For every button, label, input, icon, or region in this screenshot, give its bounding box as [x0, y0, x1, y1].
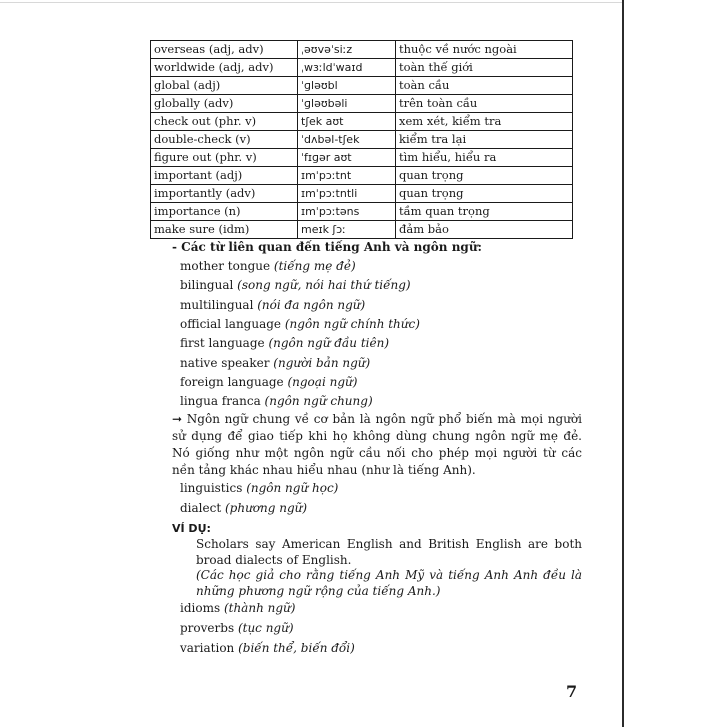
- vocab-ipa: ˈɡləʊbl: [298, 77, 396, 95]
- example-label: VÍ DỤ:: [172, 522, 211, 535]
- term-gloss: (nói đa ngôn ngữ): [257, 297, 366, 312]
- vocab-ipa: ˈɡləʊbəli: [298, 95, 396, 113]
- table-row: [151, 77, 573, 95]
- term-item: [180, 297, 365, 314]
- table-row: [151, 203, 573, 221]
- term-gloss: (ngôn ngữ chính thức): [284, 316, 420, 331]
- vocab-meaning: quan trọng: [396, 185, 573, 203]
- table-row: [151, 95, 573, 113]
- vocab-meaning: toàn cầu: [396, 77, 573, 95]
- table-row: [151, 185, 573, 203]
- vocab-word: overseas (adj, adv): [151, 41, 298, 59]
- example-english: Scholars say American English and British English are both broad dialects of English.: [196, 537, 582, 567]
- term-word: multilingual: [180, 297, 254, 312]
- vocab-meaning: thuộc về nước ngoài: [396, 41, 573, 59]
- section-heading: - Các từ liên quan đến tiếng Anh và ngôn ngữ:: [172, 240, 482, 254]
- term-item: [180, 393, 373, 410]
- vocab-ipa: ˌəʊvəˈsiːz: [298, 41, 396, 59]
- vocab-word: importance (n): [151, 203, 298, 221]
- page-right-edge: [622, 0, 624, 727]
- term-gloss: (song ngữ, nói hai thứ tiếng): [237, 278, 411, 293]
- vocab-meaning: xem xét, kiểm tra: [396, 113, 573, 131]
- term-item: [180, 335, 389, 352]
- page-top-edge: [0, 2, 624, 3]
- vocab-meaning: đảm bảo: [396, 221, 573, 239]
- vocab-ipa: ˈdʌbəl-tʃek: [298, 131, 396, 149]
- vocab-word: importantly (adv): [151, 185, 298, 203]
- term-item: [180, 316, 420, 333]
- vocab-ipa: meɪk ʃɔː: [298, 221, 396, 239]
- vocab-word: worldwide (adj, adv): [151, 59, 298, 77]
- vocabulary-table: [150, 40, 573, 239]
- term-word: foreign language: [180, 374, 284, 389]
- vocab-meaning: trên toàn cầu: [396, 95, 573, 113]
- term-item: [180, 620, 294, 637]
- term-gloss: (ngôn ngữ đầu tiên): [268, 336, 389, 351]
- table-row: [151, 221, 573, 239]
- term-item: [180, 640, 355, 657]
- vocab-meaning: quan trọng: [396, 167, 573, 185]
- example-vietnamese: (Các học giả cho rằng tiếng Anh Mỹ và tiếng Anh Anh đều là những phương ngữ rộng của tiếng Anh.): [196, 568, 582, 598]
- term-gloss: (ngôn ngữ chung): [264, 394, 373, 409]
- term-word: dialect: [180, 501, 222, 515]
- term-item: [180, 355, 370, 372]
- vocab-word: make sure (idm): [151, 221, 298, 239]
- term-word: first language: [180, 336, 265, 351]
- vocab-word: check out (phr. v): [151, 113, 298, 131]
- term-word: variation: [180, 641, 235, 655]
- term-gloss: (người bản ngữ): [273, 355, 371, 370]
- term-item: [180, 500, 307, 517]
- term-gloss: (phương ngữ): [224, 501, 308, 515]
- table-row: [151, 59, 573, 77]
- term-word: linguistics: [180, 481, 243, 495]
- term-item: [180, 600, 295, 617]
- vocab-ipa: ˌwɜːldˈwaɪd: [298, 59, 396, 77]
- term-word: native speaker: [180, 355, 270, 370]
- vocab-meaning: kiểm tra lại: [396, 131, 573, 149]
- vocab-meaning: tìm hiểu, hiểu ra: [396, 149, 573, 167]
- vocab-ipa: tʃek aʊt: [298, 113, 396, 131]
- vocab-meaning: toàn thế giới: [396, 59, 573, 77]
- vocab-ipa: ˈfɪɡər aʊt: [298, 149, 396, 167]
- term-word: proverbs: [180, 621, 235, 635]
- term-word: official language: [180, 316, 282, 331]
- vocab-ipa: ɪmˈpɔːtntli: [298, 185, 396, 203]
- table-row: [151, 113, 573, 131]
- table-row: [151, 131, 573, 149]
- vocab-ipa: ɪmˈpɔːtnt: [298, 167, 396, 185]
- table-row: [151, 167, 573, 185]
- vocab-word: important (adj): [151, 167, 298, 185]
- vocab-word: global (adj): [151, 77, 298, 95]
- vocab-word: globally (adv): [151, 95, 298, 113]
- vocab-ipa: ɪmˈpɔːtəns: [298, 203, 396, 221]
- term-word: lingua franca: [180, 394, 261, 409]
- term-word: idioms: [180, 601, 221, 615]
- term-word: bilingual: [180, 278, 234, 293]
- term-item: [180, 277, 411, 294]
- vocab-word: double-check (v): [151, 131, 298, 149]
- term-gloss: (tục ngữ): [237, 621, 294, 635]
- vocab-meaning: tầm quan trọng: [396, 203, 573, 221]
- term-item: [180, 258, 356, 275]
- term-gloss: (ngôn ngữ học): [246, 481, 339, 495]
- table-row: [151, 149, 573, 167]
- term-gloss: (biến thể, biến đổi): [238, 641, 355, 655]
- term-gloss: (ngoại ngữ): [287, 374, 358, 389]
- vocab-word: figure out (phr. v): [151, 149, 298, 167]
- term-word: mother tongue: [180, 259, 271, 273]
- table-row: [151, 41, 573, 59]
- term-item: [180, 374, 357, 391]
- term-gloss: (tiếng mẹ đẻ): [273, 259, 356, 273]
- page-number: 7: [566, 682, 578, 701]
- term-item: [180, 480, 338, 497]
- lingua-franca-note: ➞ Ngôn ngữ chung về cơ bản là ngôn ngữ phổ biến mà mọi người sử dụng để giao tiếp khi họ không dùng chung ngôn ngữ mẹ đẻ. Nó giống như một ngôn ngữ cầu nối cho phép mọi người từ các nền tảng khác nhau hiểu nhau (như là tiếng Anh).: [172, 412, 582, 477]
- term-gloss: (thành ngữ): [223, 601, 296, 615]
